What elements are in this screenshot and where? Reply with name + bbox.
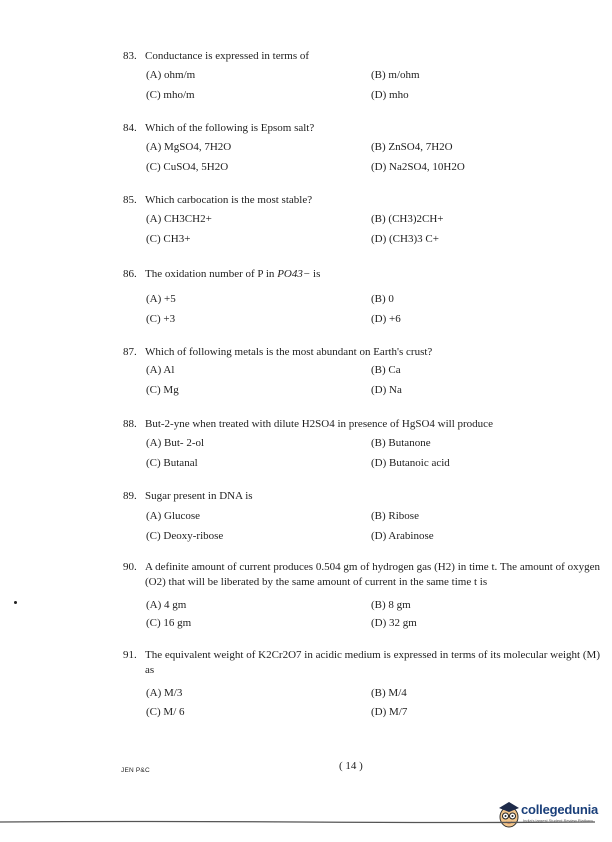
option-a: (A) +5 [146, 293, 176, 305]
question-86 [123, 267, 320, 281]
option-c: (C) 16 gm [146, 617, 192, 629]
option-c: (C) Butanal [146, 457, 198, 469]
question-number: 91. [123, 649, 137, 661]
option-b: (B) 8 gm [371, 599, 411, 611]
question-text: Which of the following is Epsom salt? [145, 122, 315, 134]
question-number: 85. [123, 194, 137, 206]
option-c: (C) Mg [146, 384, 179, 396]
question-number: 89. [123, 490, 137, 502]
page-number: ( 14 ) [339, 760, 363, 772]
option-a: (A) Glucose [146, 510, 201, 522]
option-d: (D) Butanoic acid [371, 457, 450, 469]
question-text: Sugar present in DNA is [145, 490, 253, 502]
question-90-text: A definite amount of current produces 0.504 gm of hydrogen gas (H2) in time t. The amount of oxygen (O2) that will be liberated by the same amount of current in the same time t is [145, 561, 600, 588]
option-d: (D) +6 [371, 313, 401, 325]
question-88 [123, 417, 493, 431]
phosphate-formula: PO43− [277, 268, 311, 280]
option-b: (B) Butanone [371, 437, 431, 449]
question-89 [123, 489, 253, 503]
question-text: Which carbocation is the most stable? [145, 194, 313, 206]
option-b: (B) m/ohm [371, 69, 420, 81]
question-text: But-2-yne when treated with dilute H2SO4 in presence of HgSO4 will produce [145, 418, 493, 430]
option-b: (B) Ca [371, 364, 401, 376]
option-a: (A) Al [146, 364, 175, 376]
option-a: (A) ohm/m [146, 69, 196, 81]
question-number: 83. [123, 50, 137, 62]
question-84 [123, 121, 314, 135]
question-text-end: is [313, 268, 321, 280]
question-number: 87. [123, 346, 137, 358]
scan-edge-line [0, 820, 595, 824]
option-d: (D) Arabinose [371, 530, 434, 542]
question-text: Which of following metals is the most abundant on Earth's crust? [145, 346, 433, 358]
option-a: (A) CH3CH2+ [146, 213, 212, 225]
option-a: (A) MgSO4, 7H2O [146, 141, 232, 153]
option-a: (A) But- 2-ol [146, 437, 205, 449]
option-a: (A) M/3 [146, 687, 183, 699]
question-91-number [123, 648, 145, 662]
option-c: (C) CH3+ [146, 233, 191, 245]
option-d: (D) (CH3)3 C+ [371, 233, 439, 245]
question-number: 88. [123, 418, 137, 430]
option-b: (B) (CH3)2CH+ [371, 213, 444, 225]
scan-speck [14, 601, 17, 604]
option-d: (D) mho [371, 89, 409, 101]
question-number: 90. [123, 561, 137, 573]
option-c: (C) +3 [146, 313, 176, 325]
option-b: (B) ZnSO4, 7H2O [371, 141, 453, 153]
question-number: 84. [123, 122, 137, 134]
question-85 [123, 193, 312, 207]
option-b: (B) M/4 [371, 687, 407, 699]
option-c: (C) CuSO4, 5H2O [146, 161, 229, 173]
question-number: 86. [123, 268, 137, 280]
option-b: (B) 0 [371, 293, 394, 305]
option-d: (D) Na [371, 384, 402, 396]
mascot-icon [497, 799, 521, 829]
brand-name: collegedunia [521, 802, 599, 817]
question-text: Conductance is expressed in terms of [145, 50, 310, 62]
option-a: (A) 4 gm [146, 599, 187, 611]
question-text: The oxidation number of P in [145, 268, 275, 280]
option-c: (C) mho/m [146, 89, 195, 101]
option-c: (C) M/ 6 [146, 706, 185, 718]
option-d: (D) 32 gm [371, 617, 417, 629]
brand-tagline: India's largest Student Review Platform [523, 818, 593, 823]
question-90-number [123, 560, 145, 574]
collegedunia-watermark [497, 797, 607, 829]
option-d: (D) Na2SO4, 10H2O [371, 161, 465, 173]
question-83 [123, 49, 309, 63]
question-87 [123, 345, 432, 359]
option-d: (D) M/7 [371, 706, 408, 718]
option-c: (C) Deoxy-ribose [146, 530, 224, 542]
option-b: (B) Ribose [371, 510, 419, 522]
paper-code: JEN P&C [121, 767, 150, 774]
question-91-text: The equivalent weight of K2Cr2O7 in acidic medium is expressed in terms of its molecular weight (M) as [145, 649, 600, 676]
